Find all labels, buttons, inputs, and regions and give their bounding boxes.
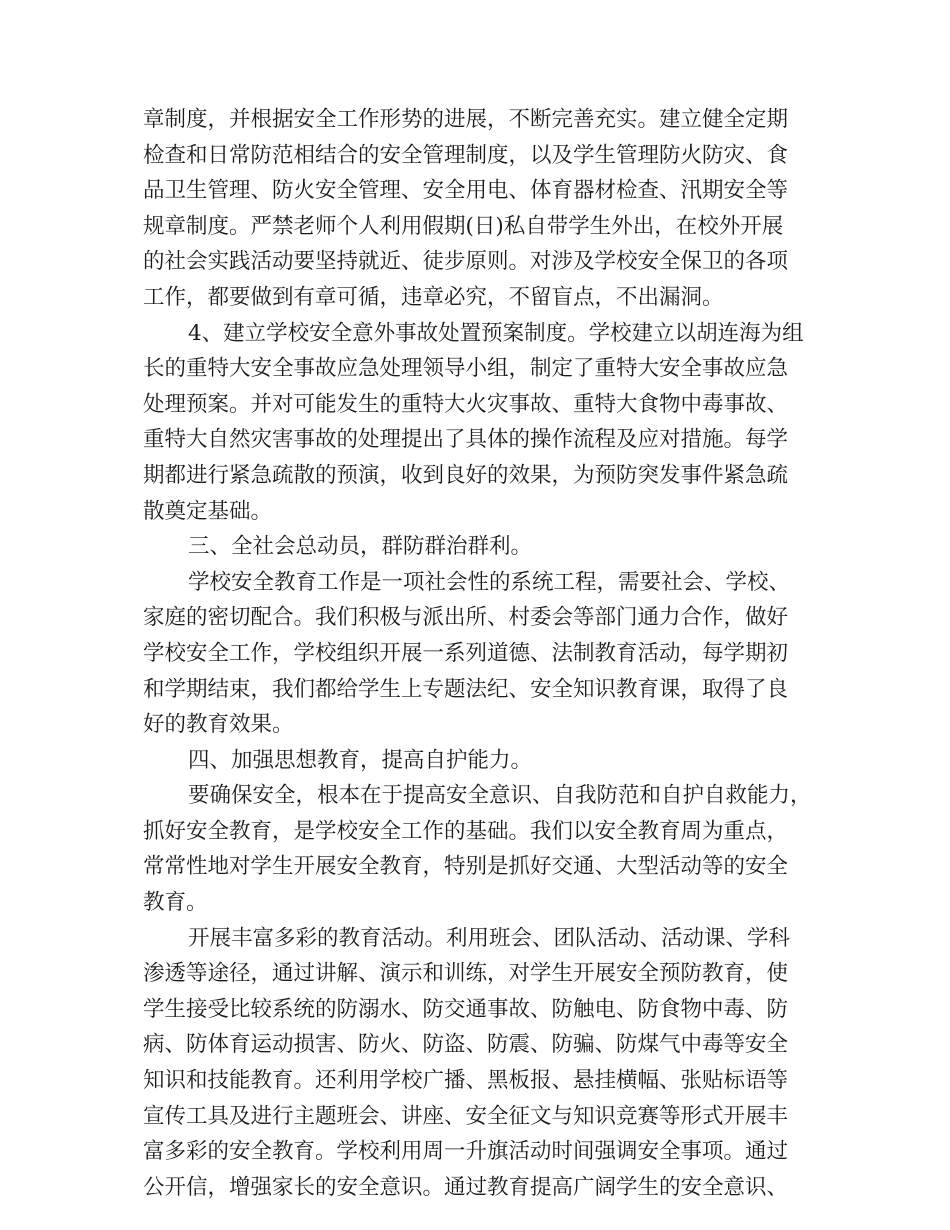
document-body (143, 102, 813, 1205)
text-line: 要确保安全，根本在于提高安全意识、自我防范和自护自救能力， (188, 783, 812, 809)
text-line: 学生接受比较系统的防溺水、防交通事故、防触电、防食物中毒、防 (143, 996, 789, 1022)
text-line: 教育。 (143, 890, 208, 916)
text-line: 常常性地对学生开展安全教育，特别是抓好交通、大型活动等的安全 (143, 854, 789, 880)
text-line: 检查和日常防范相结合的安全管理制度，以及学生管理防火防灾、食 (143, 142, 789, 168)
text-line: 散奠定基础。 (143, 498, 273, 524)
text-line: 家庭的密切配合。我们积极与派出所、村委会等部门通力合作，做好 (143, 605, 789, 631)
text-line: 重特大自然灾害事故的处理提出了具体的操作流程及应对措施。每学 (143, 427, 789, 453)
text-line: 学校安全工作，学校组织开展一系列道德、法制教育活动，每学期初 (143, 640, 789, 666)
text-line: 好的教育效果。 (143, 712, 294, 738)
section-heading: 三、全社会总动员，群防群治群利。 (188, 534, 533, 560)
section-heading: 四、加强思想教育，提高自护能力。 (188, 747, 533, 773)
text-line: 宣传工具及进行主题班会、讲座、安全征文与知识竞赛等形式开展丰 (143, 1103, 789, 1129)
text-line: 开展丰富多彩的教育活动。利用班会、团队活动、活动课、学科 (188, 925, 791, 951)
text-line: 病、防体育运动损害、防火、防盗、防震、防骗、防煤气中毒等安全 (143, 1032, 789, 1058)
text-line: 知识和技能教育。还利用学校广播、黑板报、悬挂横幅、张贴标语等 (143, 1068, 789, 1094)
text-line: 工作，都要做到有章可循，违章必究，不留盲点，不出漏洞。 (143, 284, 724, 310)
text-line: 规章制度。严禁老师个人利用假期(日)私自带学生外出，在校外开展 (143, 213, 784, 239)
text-line: 渗透等途径，通过讲解、演示和训练，对学生开展安全预防教育，使 (143, 961, 789, 987)
text-line: 4、建立学校安全意外事故处置预案制度。学校建立以胡连海为组 (188, 320, 804, 346)
text-line: 富多彩的安全教育。学校利用周一升旗活动时间强调安全事项。通过 (143, 1139, 789, 1165)
text-line: 长的重特大安全事故应急处理领导小组，制定了重特大安全事故应急 (143, 356, 789, 382)
text-line: 处理预案。并对可能发生的重特大火灾事故、重特大食物中毒事故、 (143, 391, 789, 417)
text-line: 抓好安全教育，是学校安全工作的基础。我们以安全教育周为重点， (143, 818, 789, 844)
text-line: 章制度，并根据安全工作形势的进展，不断完善充实。建立健全定期 (143, 107, 789, 132)
text-line: 学校安全教育工作是一项社会性的系统工程，需要社会、学校、 (188, 569, 791, 595)
text-line: 期都进行紧急疏散的预演，收到良好的效果，为预防突发事件紧急疏 (143, 462, 789, 488)
text-line: 的社会实践活动要坚持就近、徒步原则。对涉及学校安全保卫的各项 (143, 249, 789, 275)
text-line: 公开信，增强家长的安全意识。通过教育提高广阔学生的安全意识、 (143, 1174, 789, 1200)
text-line: 品卫生管理、防火安全管理、安全用电、体育器材检查、汛期安全等 (143, 178, 789, 204)
text-line: 和学期结束，我们都给学生上专题法纪、安全知识教育课，取得了良 (143, 676, 789, 702)
